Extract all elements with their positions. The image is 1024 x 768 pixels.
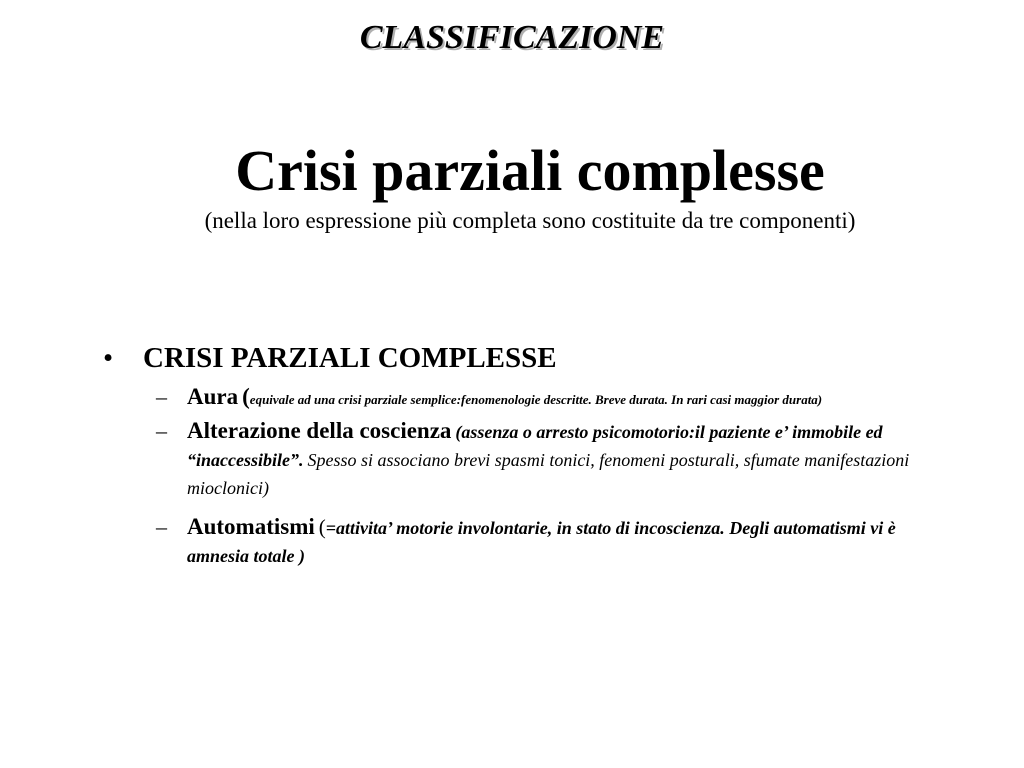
bullet-marker: • [103,342,114,374]
open-paren: ( [318,515,326,539]
bullet-item-crisi-parziali-complesse [100,340,980,376]
slide-subtitle: (nella loro espressione più completa sono costituite da tre componenti) [204,208,856,233]
sub-item-title: Automatismi [187,514,315,539]
sub-item-automatismi [156,514,957,570]
sub-item-aura [156,384,957,411]
sub-item-title: Aura [187,384,239,409]
dash-marker: – [156,514,167,539]
sub-item-note-italic: Spesso si associano brevi spasmi tonici, fenomeni posturali, sfumate manifestazioni mioclonici) [187,450,910,498]
sub-item-note: equivale ad una crisi parziale semplice:fenomenologie descritte. Breve durata. In rari casi maggior durata) [249,392,823,407]
sub-item-title: Alterazione della coscienza [187,418,452,443]
open-paren: ( [242,384,250,409]
bullet-list [100,340,980,570]
sub-item-alterazione-coscienza [156,418,957,502]
sub-item-note: =attivita’ motorie involontarie, in stato di incoscienza. Degli automatismi vi è amnesia totale ) [187,518,896,566]
bullet-label: CRISI PARZIALI COMPLESSE [143,342,557,374]
sub-item-note-bold: (assenza o arresto psicomotorio:il paziente e’ immobile ed “inaccessibile”. [187,422,883,470]
dash-marker: – [156,418,167,443]
slide-title: Crisi parziali complesse [235,138,825,203]
section-heading: CLASSIFICAZIONE [359,19,665,56]
dash-marker: – [156,384,167,409]
